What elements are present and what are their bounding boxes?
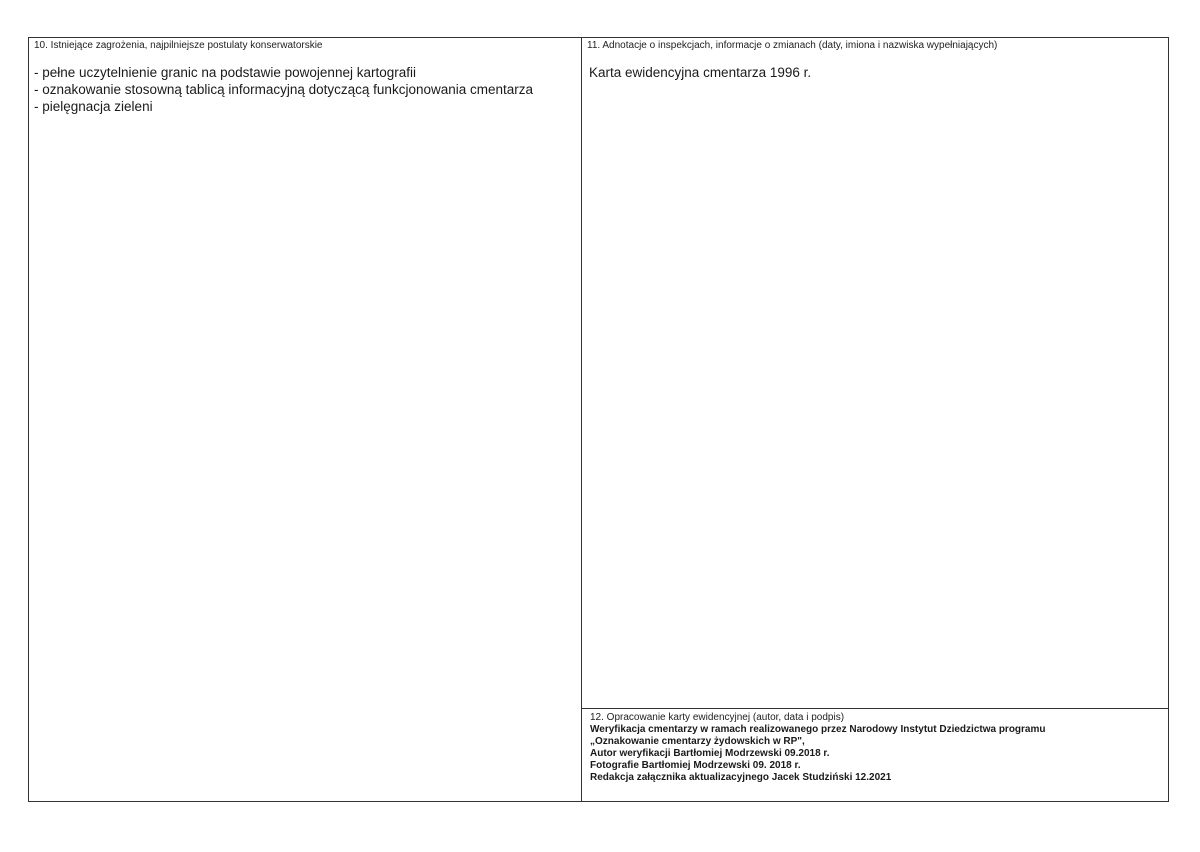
section-10-threats [29,38,582,801]
credit-line: Autor weryfikacji Bartłomiej Modrzewski 09.2018 r. [590,748,830,759]
section-11-body: Karta ewidencyjna cmentarza 1996 r. [589,65,812,80]
conservation-postulates-list [29,52,581,115]
list-item: - oznakowanie stosowną tablicą informacyjną dotyczącą funkcjonowania cmentarza [34,82,534,97]
credit-line: Weryfikacja cmentarzy w ramach realizowanego przez Narodowy Instytut Dziedzictwa programu [590,724,1046,735]
section-11-header: 11. Adnotacje o inspekcjach, informacje o zmianach (daty, imiona i nazwiska wypełniających) [587,40,998,51]
credit-line: „Oznakowanie cmentarzy żydowskich w RP", [590,736,805,747]
section-12-header: 12. Opracowanie karty ewidencyjnej (autor, data i podpis) [590,712,845,723]
section-11-annotations [582,38,1168,709]
section-12-author [582,709,1168,801]
credit-line: Redakcja załącznika aktualizacyjnego Jacek Studziński 12.2021 [590,772,892,783]
list-item: - pełne uczytelnienie granic na podstawie powojennej kartografii [34,65,416,80]
list-item: - pielęgnacja zieleni [34,99,153,114]
right-column [582,38,1168,801]
form-frame [28,37,1169,802]
section-10-header: 10. Istniejące zagrożenia, najpilniejsze postulaty konserwatorskie [34,40,323,51]
author-credits [582,724,1168,784]
credit-line: Fotografie Bartłomiej Modrzewski 09. 2018 r. [590,760,801,771]
